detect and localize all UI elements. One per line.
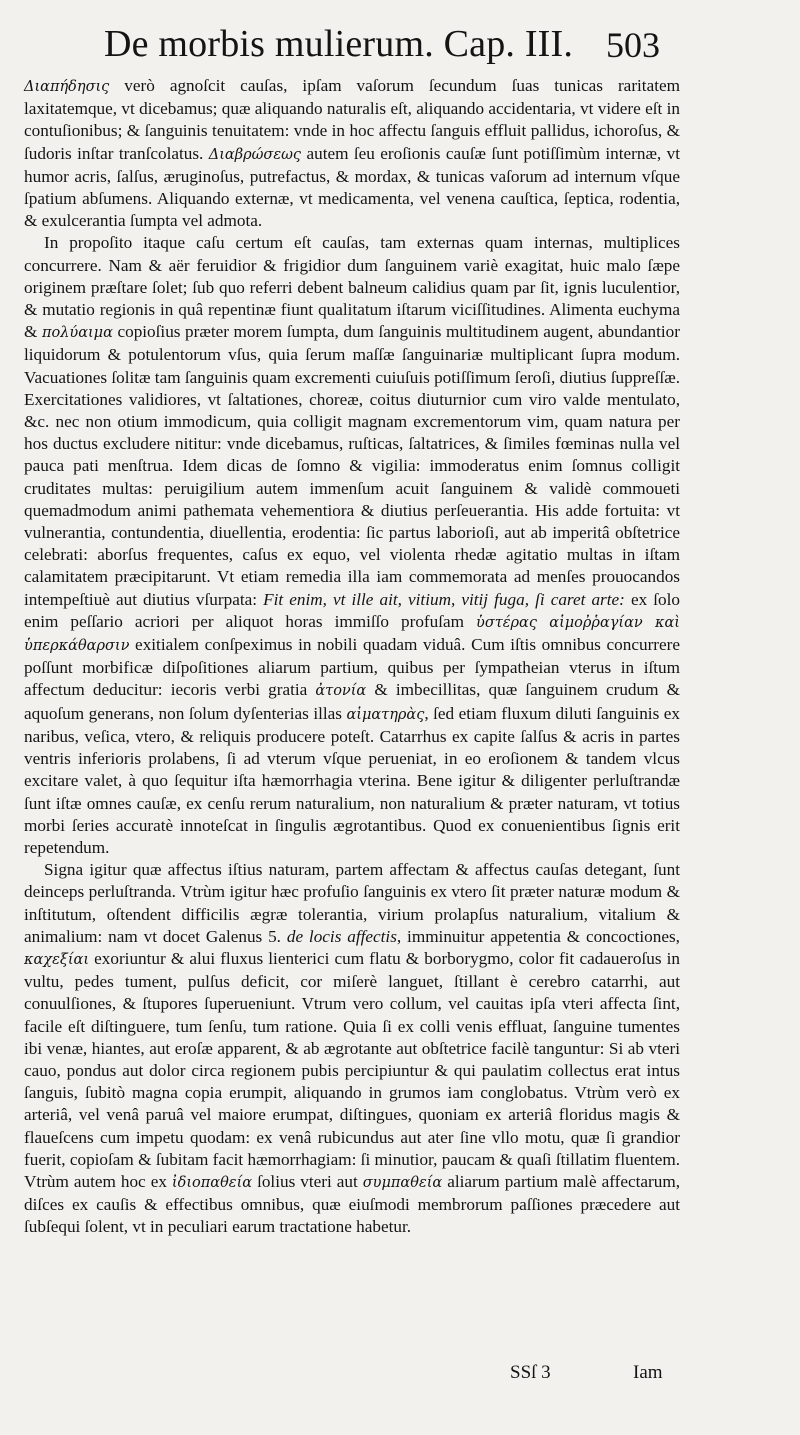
greek-term: συμπαθεία <box>362 1174 443 1191</box>
text-run: Signa igitur quæ affectus iſtius naturam, partem affectam & affectus cauſas detegant, ſunt deinceps perluſtranda. Vtrùm igitur hæc profuſio ſanguinis ex vtero ſit præter naturæ modum & inſtitutum, oſtendent difficilis ægræ tolerantia, virium prolapſus naturalium, vitalium & animalium: nam vt docet Galenus 5. <box>24 860 680 946</box>
greek-term: πολύαιμα <box>41 325 113 342</box>
text-run: , imminuitur appetentia & concoctiones, <box>396 926 680 946</box>
running-head-title: De morbis mulierum. Cap. III. <box>104 23 574 65</box>
greek-term: ὑστέρας αἱμοῤῥαγίαν καὶ ὑπερκάθαρσιν <box>24 614 680 655</box>
text-run: In propoſito itaque caſu certum eſt cauſas, tam externas quam internas, multiplices concurrere. Nam & aër feruidior & frigidior dum ſanguinem variè exagitat, huic malo ſæpe originem præſtare ſolet; ſub quo referri debent balneum calidius quam par ſit, ignis luculentior, & mutatio regionis in quâ repentinæ fiunt qualitatum iſtarum viciſſitudines. Alimenta euchyma & <box>24 233 680 342</box>
body-text <box>24 75 680 1239</box>
italic-quote: de locis affectis <box>286 926 397 946</box>
page-footer <box>0 1362 800 1392</box>
text-run: & imbecillitas, quæ ſanguinem crudum & aquoſum generans, non ſolum dyſenterias illas <box>24 680 680 723</box>
greek-term: Διαβρώσεως <box>208 146 302 163</box>
text-run: , ſed etiam fluxum diluti ſanguinis ex naribus, veſica, vtero, & reliquis producere poteſt. Catarrhus ex capite ſalſus & acris in partes ventris inferioris prolabens, ſi ad vterum vſque perueniat, in eo eroſionem & tandem vlcus excitare valet, à quo ſequitur iſta hæmorrhagia vterina. Bene igitur & diligenter perluſtrandæ ſunt iſtæ omnes cauſæ, ex cenſu rerum naturalium, non naturalium & præter naturam, vt totius morbi ſeries accuratè innoteſcat in ſingulis ægrotantibus. Quod ex conuenientibus ſignis erit repetendum. <box>24 703 680 857</box>
text-run: autem ſeu eroſionis cauſæ ſunt potiſſimùm internæ, vt humor acris, ſalſus, æruginoſus, putrefactus, & mordax, & tunicas vaſorum ad internum vſque ſpatium abſumens. Aliquando externæ, vt medicamenta, vel venena cauſtica, ſeptica, rodentia, & exulcerantia ſumpta vel admota. <box>24 143 680 231</box>
text-run: copioſius præter morem ſumpta, dum ſanguinis multitudinem augent, abundantior liquidorum & potulentorum vſus, quia ſerum maſſæ ſanguinariæ multiplicant ſupra modum. Vacuationes ſolitæ tam ſanguinis quam excrementi cuiuſuis potiſſimum ſeroſi, diutius ſuppreſſæ. Exercitationes validiores, vt ſaltationes, choreæ, coitus diuturnior cum viro valde mentulato, &c. nec non otium immodicum, quia colligit magnam excrementorum vim, quam natura per hos ductus excludere nititur: vnde dicebamus, ruſticas, ſaltatrices, & ſimiles fœminas nulla vel pauca pati menſtrua. Idem dicas de ſomno & vigilia: immoderatus enim ſomnus colligit cruditates multas: peruigilium autem immenſum acuit ſanguinem & validè commoueti quemadmodum animi pathemata vehementiora & diutius perſeuerantia. His adde fortuita: vt vulnerantia, contundentia, diuellentia, erodentia: ſic partus laborioſi, aut ab imperitâ obſtetrice celebrati: aborſus frequentes, caſus ex equo, vel violenta rhedæ agitatio multas in iſtam calamitatem præcipitarunt. Vt etiam remedia illa iam commemorata ad menſes prouocandos intempeſtiuè aut diutius vſurpata: <box>24 322 680 609</box>
italic-quote: Fit enim, vt ille ait, vitium, vitij fuga, ſi caret arte: <box>263 589 625 609</box>
greek-term: ἰδιοπαθεία <box>171 1174 253 1191</box>
paragraph <box>24 859 680 1238</box>
text-run: exoriuntur & alui fluxus lienterici cum flatu & borborygmo, color fit cadaueroſus in vultu, pedes tument, pulſus deficit, cor miſerè languet, ſtillant è cerebro catarrhi, aut conuulſiones, & ſtupores ſuperueniunt. Vtrum vero collum, vel cauitas ipſa vteri affecta ſint, facile eſt diſtinguere, tum ſenſu, tum ratione. Quia ſi ex colli venis effluat, ſanguine tumentes ibi venæ, hiantes, aut eroſæ apparent, & ab ægrotante aut obſtetrice facilè tanguntur: Si ab vteri cauo, pondus aut dolor circa regionem pubis percipiuntur & qui paulatim collectus erat intus ſanguis, ſubitò magna copia erumpit, aliquando in grumos iam conglobatus. Vtrùm verò ex arteriâ, vel venâ paruâ vel maiore erumpat, diſtingues, quoniam ex arteriâ floridus magis & flaueſcens cum impetu quodam: ex venâ rubicundus aut ater ſine vllo motu, quæ ſi grandior fuerit, copioſam & ſubitam facit hæmorrhagiam: ſi minutior, paucam & quaſi ſtillatim fluentem. Vtrùm autem hoc ex <box>24 948 680 1191</box>
signature-mark: SSſ 3 <box>510 1362 551 1383</box>
page-header <box>0 22 800 78</box>
text-run: aliarum partium malè affectarum, diſces ex cauſis & effectibus omnibus, quæ eiuſmodi membrorum paſſiones præcedere aut ſubſequi ſolent, vt in peculiari earum tractatione habetur. <box>24 1171 680 1237</box>
paragraph <box>24 75 680 232</box>
greek-term: αἱματηρὰς <box>346 706 425 723</box>
catchword: Iam <box>633 1362 663 1383</box>
text-run: ſolius vteri aut <box>252 1171 363 1191</box>
paragraph <box>24 232 680 859</box>
page-number: 503 <box>606 25 660 65</box>
greek-term: καχεξίαι <box>24 951 90 968</box>
greek-term: ἀτονία <box>315 683 367 700</box>
text-run: ex ſolo enim peſſario acriori per aliquot horas immiſſo profuſam <box>24 589 680 631</box>
text-run: verò agnoſcit cauſas, ipſam vaſorum ſecundum ſuas tunicas raritatem laxitatemque, vt dicebamus; quæ aliquando naturalis eſt, aliquando accidentaria, vt videre eſt in contuſionibus; & ſanguinis tenuitatem: vnde in hoc affectu ſanguis effluit pallidus, ichoroſus, & ſudoris inſtar tranſcolatus. <box>24 76 680 163</box>
greek-term: Διαπήδησις <box>24 79 110 95</box>
text-run: exitialem conſpeximus in nobili quadam viduâ. Cum iſtis omnibus concurrere poſſunt morbificæ diſpoſitiones aliarum partium, quibus per ſympatheian vterus in iſtum affectum deducitur: iecoris verbi gratia <box>24 635 680 700</box>
